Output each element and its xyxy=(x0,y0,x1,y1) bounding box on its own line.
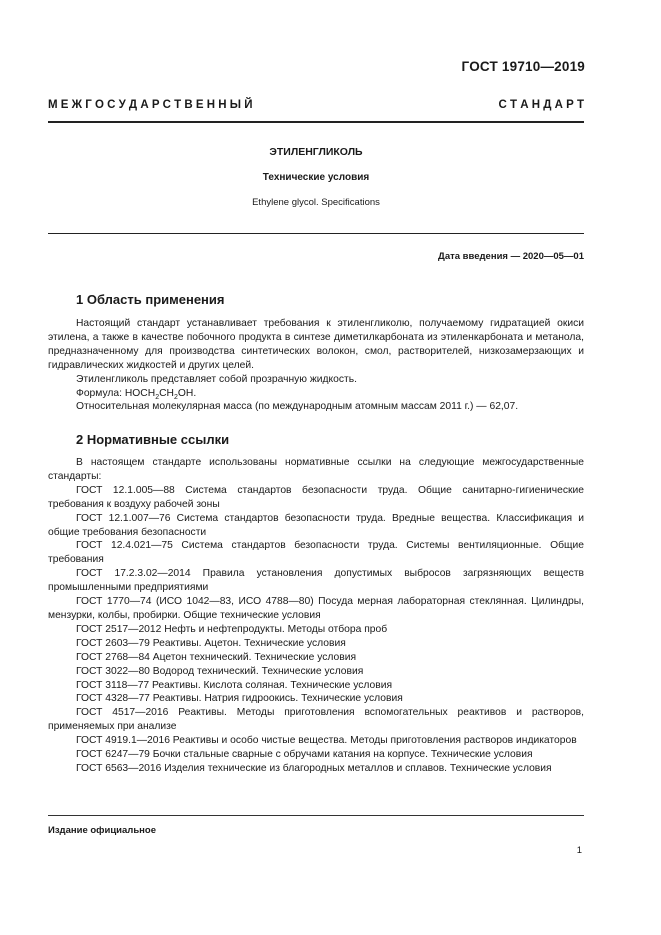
reference-item: ГОСТ 2603—79 Реактивы. Ацетон. Технические условия xyxy=(76,637,346,649)
document-subtitle: Технические условия xyxy=(262,172,370,183)
formula-part: Формула: HOCH xyxy=(76,387,156,399)
document-code: ГОСТ 19710—2019 xyxy=(461,59,585,74)
reference-item: ГОСТ 1770—74 (ИСО 1042—83, ИСО 4788—80) Посуда мерная лабораторная стеклянная. Цилиндры, мензурки, колбы, пробирки. Общие технические условия xyxy=(48,596,584,621)
official-edition-label: Издание официальное xyxy=(48,825,156,836)
section-2-intro: В настоящем стандарте использованы нормативные ссылки на следующие межгосударственные стандарты: xyxy=(48,457,584,482)
reference-item: ГОСТ 6247—79 Бочки стальные сварные с обручами катания на корпусе. Технические условия xyxy=(76,749,533,761)
section-1-heading: 1 Область применения xyxy=(76,292,225,307)
banner-word-interstate: М Е Ж Г О С У Д А Р С Т В Е Н Н Ы Й xyxy=(48,99,253,111)
normative-references-list xyxy=(48,484,584,776)
reference-item: ГОСТ 2768—84 Ацетон технический. Технические условия xyxy=(76,651,357,663)
reference-item: ГОСТ 12.4.021—75 Система стандартов безопасности труда. Системы вентиляционные. Общие требования xyxy=(48,540,584,566)
reference-item: ГОСТ 4919.1—2016 Реактивы и особо чистые вещества. Методы приготовления растворов индикаторов xyxy=(76,735,577,747)
introduction-date: Дата введения — 2020—05—01 xyxy=(438,251,584,262)
reference-item: ГОСТ 3118—77 Реактивы. Кислота соляная. Технические условия xyxy=(76,679,393,691)
document-title: ЭТИЛЕНГЛИКОЛЬ xyxy=(269,146,363,158)
header-rule xyxy=(48,121,584,123)
reference-item: ГОСТ 2517—2012 Нефть и нефтепродукты. Методы отбора проб xyxy=(76,623,388,635)
reference-item: ГОСТ 4517—2016 Реактивы. Методы приготовления вспомогательных реактивов и растворов, применяемых при анализе xyxy=(48,707,584,733)
english-title: Ethylene glycol. Specifications xyxy=(252,197,380,208)
reference-item: ГОСТ 6563—2016 Изделия технические из благородных металлов и сплавов. Технические условия xyxy=(76,762,552,774)
section-2-body xyxy=(48,456,584,776)
interstate-standard-banner xyxy=(48,99,584,111)
formula-part: CH xyxy=(159,387,174,399)
section-1-paragraph: Настоящий стандарт устанавливает требования к этиленгликолю, получаемому гидратацией окиси этилена, а также в качестве побочного продукта в синтезе диметилкарбоната из этиленкарбоната и метанола, предназначенному для производства синтетических волокон, смол, растворителей, низкозамерзающих и гидравлических жидкостей и других целей. xyxy=(48,318,584,371)
section-1-paragraph: Относительная молекулярная масса (по международным атомным массам 2011 г.) — 62,07. xyxy=(76,401,519,413)
formula-subscript: 2 xyxy=(173,393,178,401)
reference-item: ГОСТ 12.1.007—76 Система стандартов безопасности труда. Вредные вещества. Классификация и общие требования безопасности xyxy=(48,512,584,538)
formula-part: OH. xyxy=(177,387,197,399)
banner-word-standard: С Т А Н Д А Р Т xyxy=(498,99,584,111)
title-rule xyxy=(48,233,584,234)
formula-line xyxy=(48,387,584,401)
section-2-heading: 2 Нормативные ссылки xyxy=(76,432,230,447)
reference-item: ГОСТ 12.1.005—88 Система стандартов безопасности труда. Общие санитарно-гигиенические требования к воздуху рабочей зоны xyxy=(48,484,584,510)
section-1-body xyxy=(48,317,584,414)
reference-item: ГОСТ 3022—80 Водород технический. Технические условия xyxy=(76,665,364,677)
formula-subscript: 2 xyxy=(155,393,160,401)
footer-rule xyxy=(48,815,584,816)
reference-item: ГОСТ 4328—77 Реактивы. Натрия гидроокись. Технические условия xyxy=(76,693,403,705)
page-number: 1 xyxy=(576,845,582,856)
section-1-paragraph: Этиленгликоль представляет собой прозрачную жидкость. xyxy=(76,373,357,385)
reference-item: ГОСТ 17.2.3.02—2014 Правила установления допустимых выбросов загрязняющих веществ промышленными предприятиями xyxy=(48,568,584,594)
